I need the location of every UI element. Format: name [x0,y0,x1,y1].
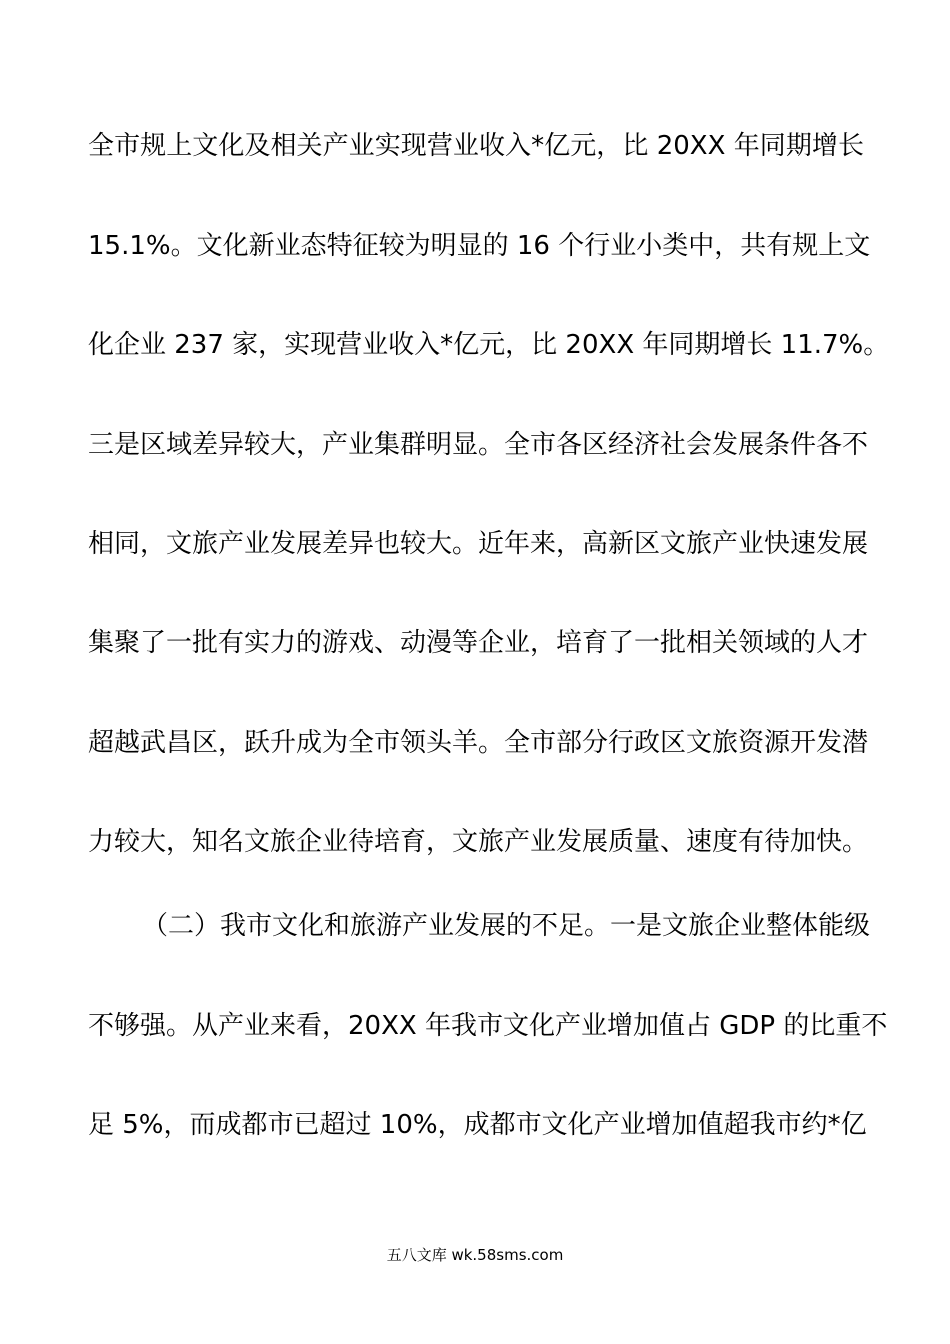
paragraph-line-2: 15.1%。文化新业态特征较为明显的 16 个行业小类中，共有规上文 [88,231,871,261]
paragraph-line-6: 集聚了一批有实力的游戏、动漫等企业，培育了一批相关领域的人才 [88,628,869,658]
paragraph-line-5: 相同，文旅产业发展差异也较大。近年来，高新区文旅产业快速发展 [88,529,869,559]
paragraph-line-8: 力较大，知名文旅企业待培育，文旅产业发展质量、速度有待加快。 [88,827,869,857]
paragraph-line-1: 全市规上文化及相关产业实现营业收入*亿元，比 20XX 年同期增长 [88,131,864,161]
section-heading-line: （二）我市文化和旅游产业发展的不足。一是文旅企业整体能级 [142,911,871,941]
paragraph-line-11: 足 5%，而成都市已超过 10%，成都市文化产业增加值超我市约*亿 [88,1110,867,1140]
paragraph-line-3: 化企业 237 家，实现营业收入*亿元，比 20XX 年同期增长 11.7%。 [88,330,890,360]
paragraph-line-10: 不够强。从产业来看，20XX 年我市文化产业增加值占 GDP 的比重不 [88,1011,888,1041]
paragraph-line-4: 三是区域差异较大，产业集群明显。全市各区经济社会发展条件各不 [88,430,869,460]
paragraph-line-7: 超越武昌区，跃升成为全市领头羊。全市部分行政区文旅资源开发潜 [88,728,869,758]
footer-watermark: 五八文库 wk.58sms.com [386,1246,564,1264]
